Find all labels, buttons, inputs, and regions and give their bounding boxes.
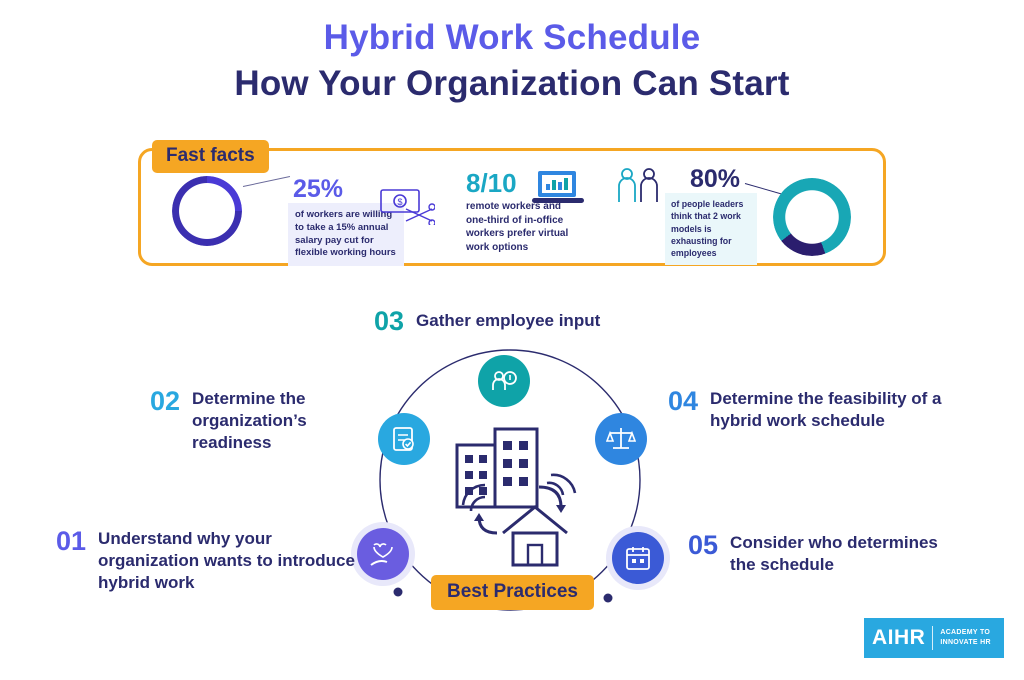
people-feedback-icon	[478, 355, 530, 407]
clipboard-check-icon	[378, 413, 430, 465]
fast-fact-stat-3: 80%	[690, 165, 741, 193]
step-number-01: 01	[56, 526, 87, 556]
donut-chart-icon-2	[773, 178, 851, 256]
step-text-03: Gather employee input	[416, 311, 601, 331]
donut-chart-icon	[172, 176, 242, 246]
money-scissors-icon	[380, 185, 435, 225]
step-number-05: 05	[688, 530, 719, 560]
step-text-05: Consider who determines the schedule	[730, 533, 938, 575]
aihr-logo	[864, 618, 1004, 658]
people-icon	[614, 166, 664, 206]
fast-fact-stat-2: 8/10	[466, 168, 517, 198]
logo-divider	[932, 626, 933, 650]
fast-fact-caption-1: of workers are willing to take a 15% annual salary pay cut for flexible working hours	[288, 203, 404, 266]
logo-sub-line-1: ACADEMY TO	[940, 629, 991, 637]
step-03	[374, 308, 674, 335]
calendar-icon	[612, 532, 664, 584]
fast-fact-stat-1: 25%	[293, 175, 344, 203]
step-04	[668, 388, 958, 432]
fast-fact-caption-3: of people leaders think that 2 work models is exhausting for employees	[665, 193, 757, 265]
step-number-04: 04	[668, 386, 699, 416]
best-practices-label: Best Practices	[431, 575, 594, 610]
step-text-01: Understand why your organization wants to introduce hybrid work	[98, 529, 355, 593]
step-02	[150, 388, 370, 454]
hybrid-work-illustration	[443, 415, 603, 580]
title-line-2: How Your Organization Can Start	[234, 63, 790, 103]
hand-heart-icon	[357, 528, 409, 580]
scales-icon	[595, 413, 647, 465]
step-number-02: 02	[150, 386, 181, 416]
logo-main-text: AIHR	[872, 626, 926, 649]
fast-facts-tag: Fast facts	[152, 140, 269, 173]
step-01	[56, 528, 356, 594]
step-05	[688, 532, 968, 576]
title-line-1: Hybrid Work Schedule	[323, 18, 701, 57]
step-node-05[interactable]	[612, 532, 664, 584]
logo-sub-line-2: INNOVATE HR	[940, 639, 991, 646]
step-text-02: Determine the organization’s readiness	[192, 389, 307, 453]
page-title	[0, 16, 1024, 106]
step-node-01[interactable]	[357, 528, 409, 580]
svg-text:$: $	[397, 197, 403, 207]
fast-fact-caption-2: remote workers and one-third of in-office workers prefer virtual work options	[466, 201, 569, 253]
step-text-04: Determine the feasibility of a hybrid work schedule	[710, 389, 942, 431]
step-number-03: 03	[374, 306, 405, 336]
